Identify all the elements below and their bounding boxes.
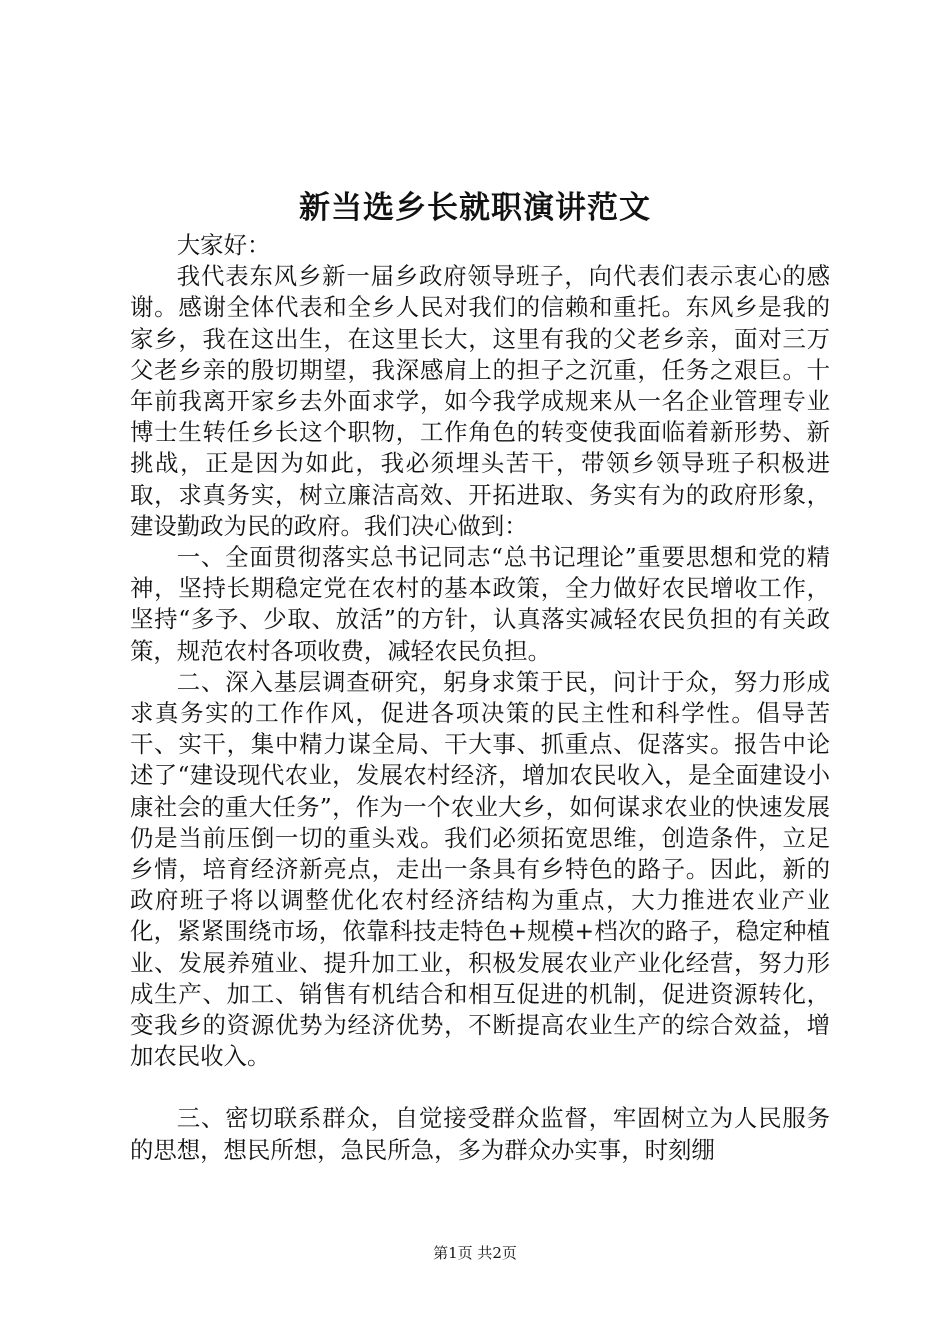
document-body xyxy=(130,230,830,1166)
body-paragraph: 一、全面贯彻落实总书记同志“总书记理论”重要思想和党的精神，坚持长期稳定党在农村的基本政策，全力做好农民增收工作，坚持“多予、少取、放活”的方针，认真落实减轻农民负担的有关政策，规范农村各项收费，减轻农民负担。 xyxy=(130,543,830,665)
page-number: 第1页 共2页 xyxy=(433,1244,517,1262)
body-paragraph: 我代表东风乡新一届乡政府领导班子，向代表们表示衷心的感谢。感谢全体代表和全乡人民对我们的信赖和重托。东风乡是我的家乡，我在这出生，在这里长大，这里有我的父老乡亲，面对三万父老乡亲的殷切期望，我深感肩上的担子之沉重，任务之艰巨。十年前我离开家乡去外面求学，如今我学成规来从一名企业管理专业博士生转任乡长这个职物，工作角色的转变使我面临着新形势、新挑战，正是因为如此，我必须埋头苦干，带领乡领导班子积极进取，求真务实，树立廉洁高效、开拓进取、务实有为的政府形象，建设勤政为民的政府。我们决心做到： xyxy=(130,262,830,540)
body-paragraph: 三、密切联系群众，自觉接受群众监督，牢固树立为人民服务的思想，想民所想，急民所急，多为群众办实事，时刻绷 xyxy=(130,1104,830,1164)
document-title: 新当选乡长就职演讲范文 xyxy=(299,190,651,226)
greeting-paragraph: 大家好： xyxy=(176,231,271,259)
body-paragraph: 二、深入基层调查研究，躬身求策于民，问计于众，努力形成求真务实的工作作风，促进各项决策的民主性和科学性。倡导苦干、实干，集中精力谋全局、干大事、抓重点、促落实。报告中论述了“建设现代农业，发展农村经济，增加农民收入，是全面建设小康社会的重大任务”，作为一个农业大乡，如何谋求农业的快速发展仍是当前压倒一切的重头戏。我们必须拓宽思维，创造条件，立足乡情，培育经济新亮点，走出一条具有乡特色的路子。因此，新的政府班子将以调整优化农村经济结构为重点，大力推进农业产业化，紧紧围绕市场，依靠科技走特色+规模+档次的路子，稳定种植业、发展养殖业、提升加工业，积极发展农业产业化经营，努力形成生产、加工、销售有机结合和相互促进的机制，促进资源转化，变我乡的资源优势为经济优势，不断提高农业生产的综合效益，增加农民收入。 xyxy=(130,667,830,1071)
